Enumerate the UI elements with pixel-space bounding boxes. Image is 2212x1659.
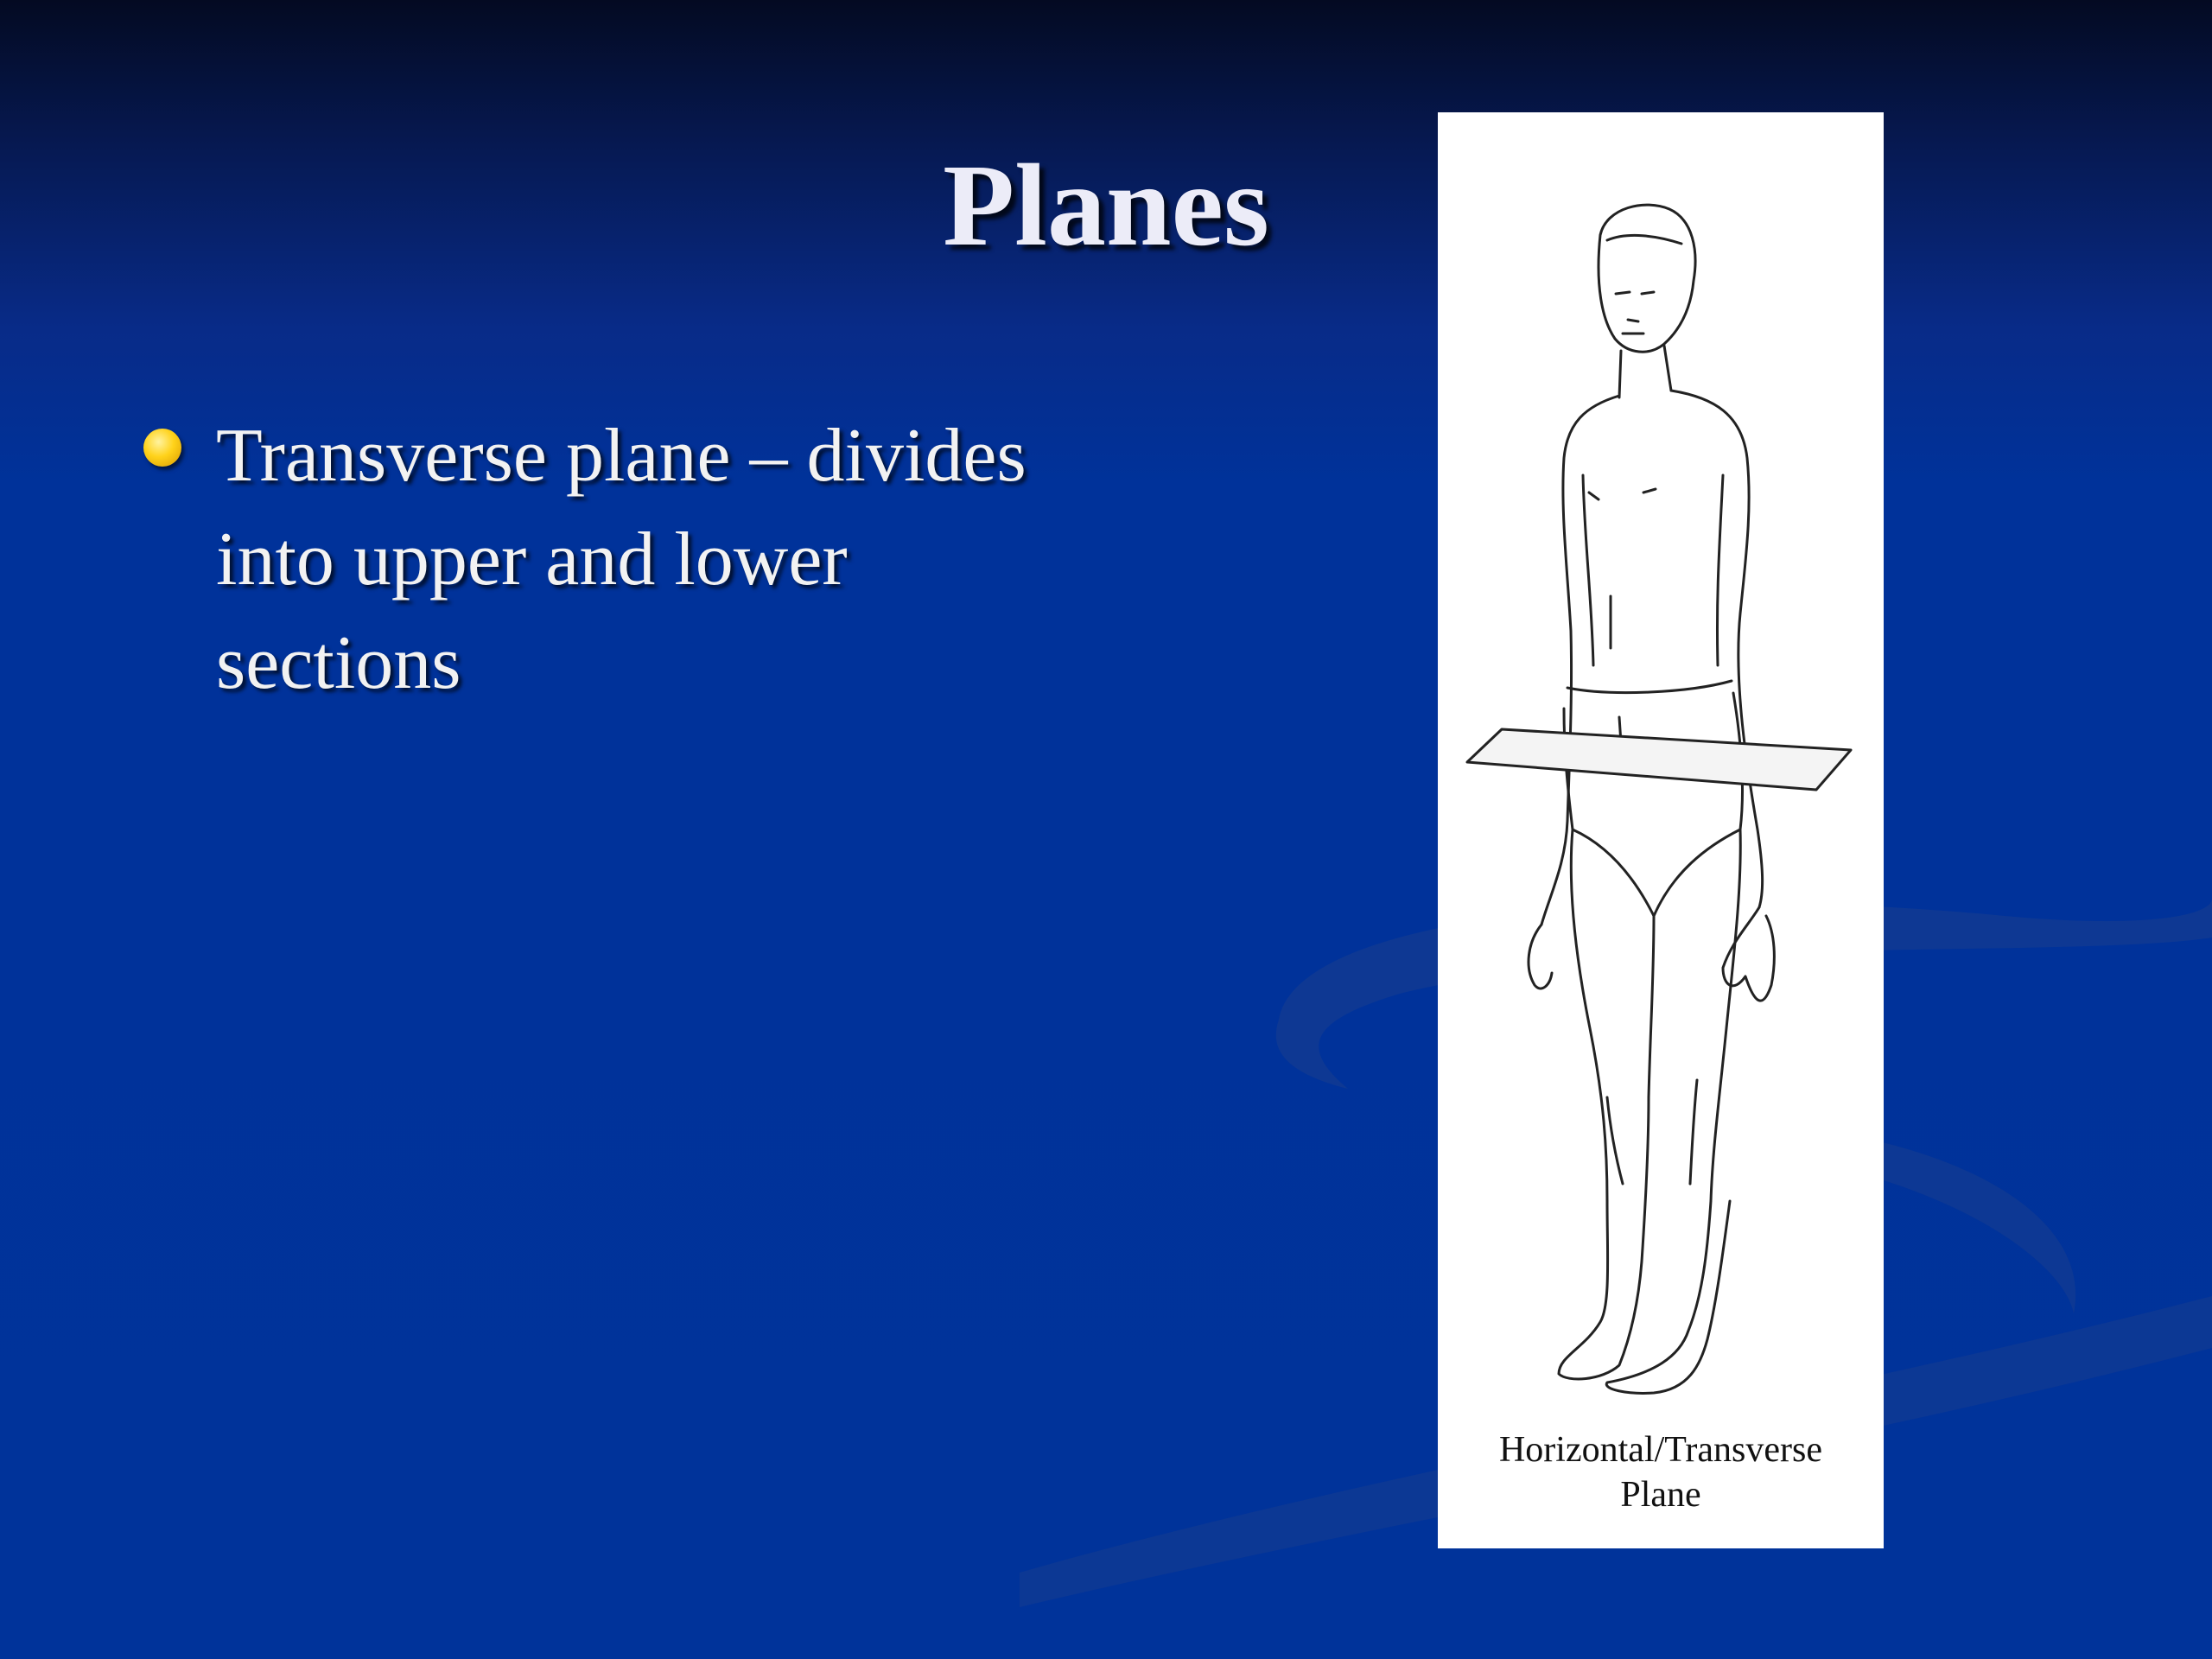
slide-title: Planes	[943, 141, 1269, 270]
human-figure-illustration	[1438, 112, 1884, 1408]
figure-caption	[1438, 1427, 1884, 1517]
caption-line-2: Plane	[1620, 1475, 1701, 1515]
anatomy-figure	[1438, 112, 1884, 1548]
caption-line-1: Horizontal/Transverse	[1498, 1430, 1823, 1470]
bullet-icon	[143, 429, 181, 467]
bullet-text: Transverse plane – divides into upper and lower sections	[216, 414, 1027, 705]
